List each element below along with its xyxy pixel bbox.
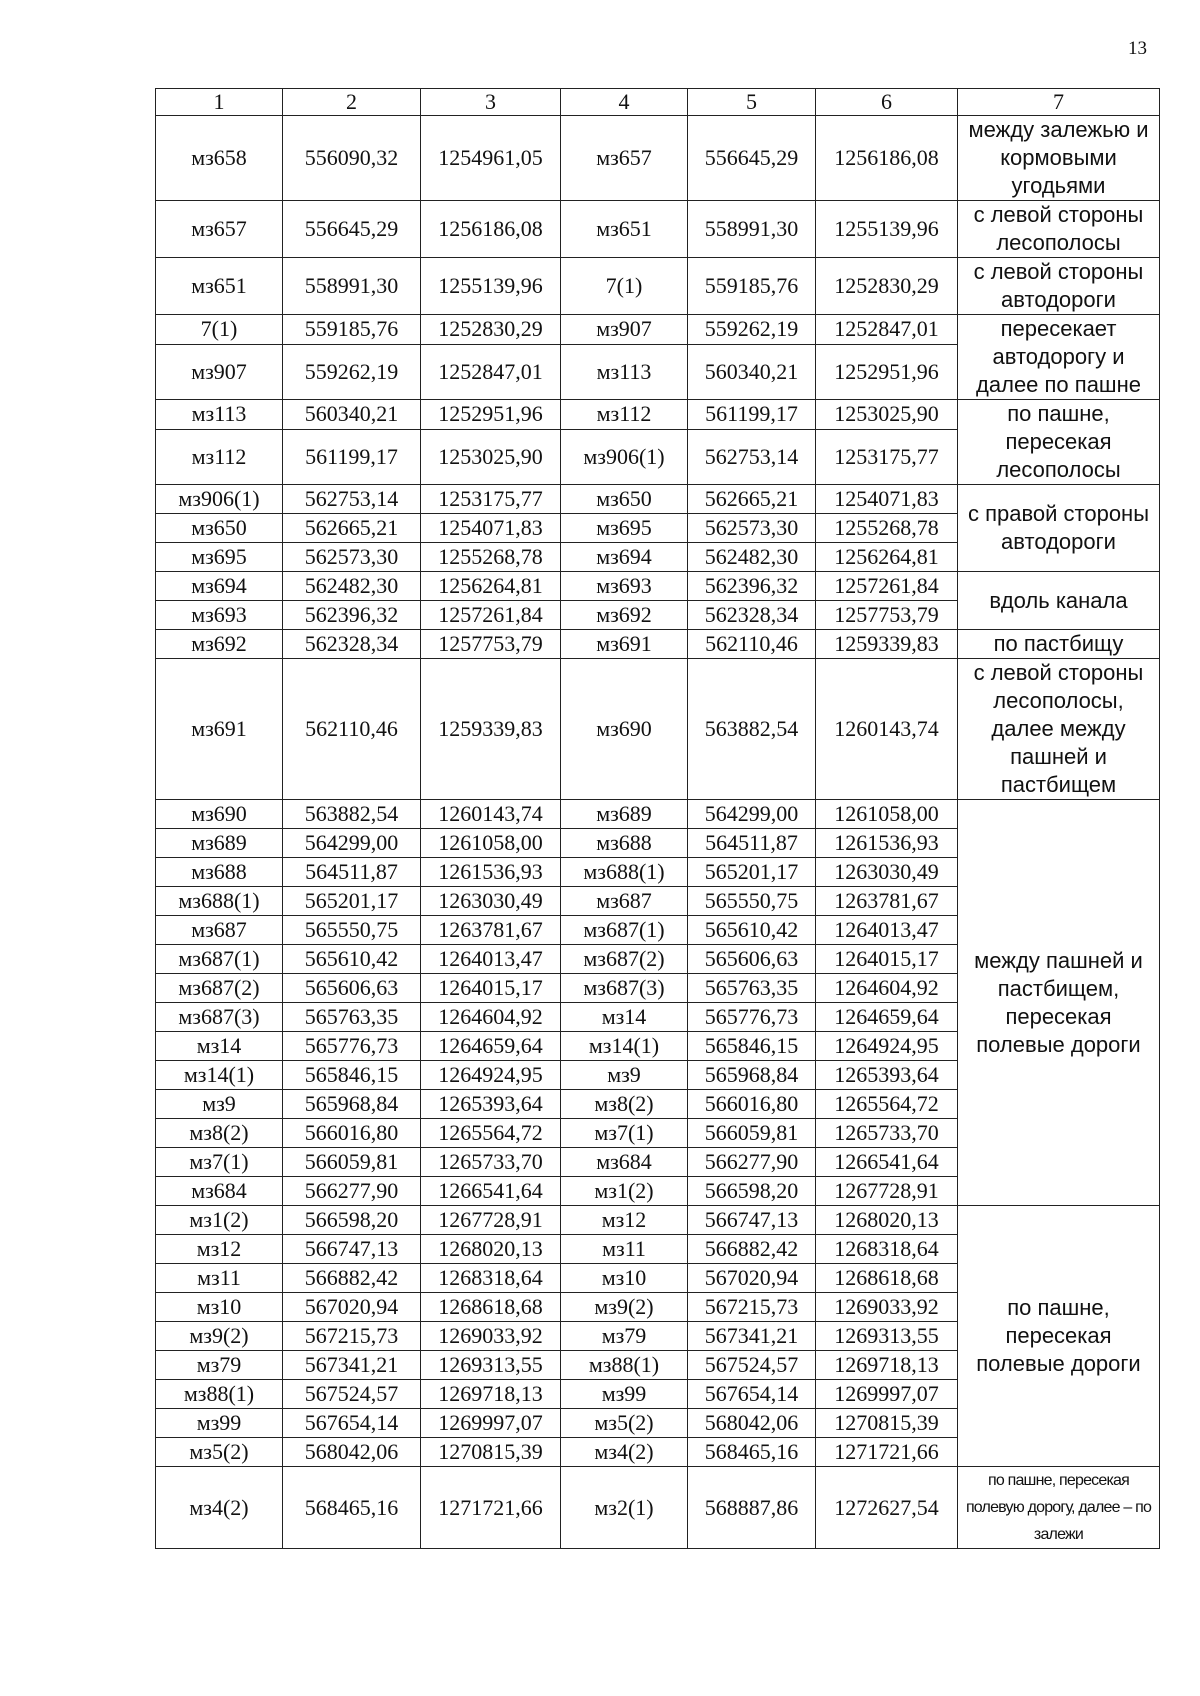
coordinate-cell: 1252847,01 bbox=[816, 315, 958, 345]
coordinate-cell: 559262,19 bbox=[283, 344, 421, 399]
point-id-cell: мз689 bbox=[156, 829, 283, 858]
coordinate-cell: 566059,81 bbox=[688, 1119, 816, 1148]
coordinate-cell: 562110,46 bbox=[283, 659, 421, 800]
coordinate-cell: 1267728,91 bbox=[816, 1177, 958, 1206]
point-id-cell: мз88(1) bbox=[156, 1380, 283, 1409]
point-id-cell: мз651 bbox=[561, 201, 688, 258]
point-id-cell: мз10 bbox=[561, 1264, 688, 1293]
point-id-cell: мз112 bbox=[561, 400, 688, 430]
description-cell: между залежью и кормовыми угодьями bbox=[958, 116, 1160, 201]
point-id-cell: мз690 bbox=[156, 800, 283, 829]
coordinate-cell: 556645,29 bbox=[283, 201, 421, 258]
coordinate-cell: 1256186,08 bbox=[421, 201, 561, 258]
coordinate-cell: 1264015,17 bbox=[816, 945, 958, 974]
description-cell: между пашней и пастбищем, пересекая полевые дороги bbox=[958, 800, 1160, 1206]
point-id-cell: мз113 bbox=[156, 400, 283, 430]
coordinate-cell: 1252830,29 bbox=[816, 258, 958, 315]
point-id-cell: мз99 bbox=[156, 1409, 283, 1438]
point-id-cell: мз687(3) bbox=[561, 974, 688, 1003]
coordinate-cell: 1265564,72 bbox=[421, 1119, 561, 1148]
point-id-cell: мз687(2) bbox=[156, 974, 283, 1003]
coordinate-cell: 568042,06 bbox=[688, 1409, 816, 1438]
point-id-cell: мз690 bbox=[561, 659, 688, 800]
table-row bbox=[156, 572, 1160, 601]
point-id-cell: мз88(1) bbox=[561, 1351, 688, 1380]
coordinate-cell: 1260143,74 bbox=[421, 800, 561, 829]
coordinate-cell: 1269718,13 bbox=[816, 1351, 958, 1380]
coordinate-cell: 1268318,64 bbox=[816, 1235, 958, 1264]
point-id-cell: мз12 bbox=[156, 1235, 283, 1264]
coordinate-cell: 567524,57 bbox=[283, 1380, 421, 1409]
table-row bbox=[156, 201, 1160, 258]
point-id-cell: мз79 bbox=[156, 1351, 283, 1380]
table-row bbox=[156, 485, 1160, 514]
point-id-cell: мз7(1) bbox=[561, 1119, 688, 1148]
coordinate-cell: 1263781,67 bbox=[816, 887, 958, 916]
coordinate-cell: 567215,73 bbox=[688, 1293, 816, 1322]
coordinate-cell: 1265564,72 bbox=[816, 1090, 958, 1119]
point-id-cell: мз650 bbox=[561, 485, 688, 514]
point-id-cell: мз657 bbox=[156, 201, 283, 258]
point-id-cell: мз687(1) bbox=[561, 916, 688, 945]
coordinate-cell: 565606,63 bbox=[688, 945, 816, 974]
point-id-cell: мз112 bbox=[156, 429, 283, 484]
column-header: 3 bbox=[421, 89, 561, 116]
point-id-cell: мз11 bbox=[561, 1235, 688, 1264]
coordinate-cell: 568042,06 bbox=[283, 1438, 421, 1467]
point-id-cell: мз14 bbox=[156, 1032, 283, 1061]
coordinate-cell: 565776,73 bbox=[283, 1032, 421, 1061]
coordinate-cell: 564299,00 bbox=[688, 800, 816, 829]
coordinate-cell: 1256264,81 bbox=[816, 543, 958, 572]
coordinate-cell: 568465,16 bbox=[688, 1438, 816, 1467]
point-id-cell: мз688(1) bbox=[561, 858, 688, 887]
coordinate-cell: 1265393,64 bbox=[816, 1061, 958, 1090]
coordinate-cell: 561199,17 bbox=[283, 429, 421, 484]
point-id-cell: мз687(1) bbox=[156, 945, 283, 974]
coordinate-cell: 1269313,55 bbox=[421, 1351, 561, 1380]
coordinate-cell: 1257753,79 bbox=[421, 630, 561, 659]
coordinate-cell: 566882,42 bbox=[688, 1235, 816, 1264]
description-cell: пересекает автодорогу и далее по пашне bbox=[958, 315, 1160, 400]
table-row bbox=[156, 400, 1160, 430]
coordinate-cell: 565201,17 bbox=[283, 887, 421, 916]
coordinate-cell: 562328,34 bbox=[688, 601, 816, 630]
coordinate-cell: 556090,32 bbox=[283, 116, 421, 201]
coordinate-cell: 567524,57 bbox=[688, 1351, 816, 1380]
coordinate-cell: 558991,30 bbox=[283, 258, 421, 315]
table-row bbox=[156, 1206, 1160, 1235]
point-id-cell: мз10 bbox=[156, 1293, 283, 1322]
description-cell: с левой стороны лесополосы, далее между пашней и пастбищем bbox=[958, 659, 1160, 800]
coordinate-cell: 562396,32 bbox=[688, 572, 816, 601]
description-cell: с левой стороны лесополосы bbox=[958, 201, 1160, 258]
coordinate-cell: 1253175,77 bbox=[816, 429, 958, 484]
coordinate-cell: 1261536,93 bbox=[421, 858, 561, 887]
point-id-cell: 7(1) bbox=[561, 258, 688, 315]
coordinate-cell: 559185,76 bbox=[283, 315, 421, 345]
point-id-cell: мз689 bbox=[561, 800, 688, 829]
point-id-cell: мз694 bbox=[561, 543, 688, 572]
coordinate-cell: 1257261,84 bbox=[816, 572, 958, 601]
coordinate-cell: 1252951,96 bbox=[816, 344, 958, 399]
table-row bbox=[156, 116, 1160, 201]
coordinate-cell: 1261058,00 bbox=[421, 829, 561, 858]
coordinate-cell: 1256264,81 bbox=[421, 572, 561, 601]
point-id-cell: мз687(3) bbox=[156, 1003, 283, 1032]
coordinate-cell: 560340,21 bbox=[283, 400, 421, 430]
coordinate-cell: 562753,14 bbox=[283, 485, 421, 514]
coordinate-cell: 1269033,92 bbox=[816, 1293, 958, 1322]
point-id-cell: мз907 bbox=[561, 315, 688, 345]
coordinate-cell: 562665,21 bbox=[688, 485, 816, 514]
coordinate-cell: 566598,20 bbox=[283, 1206, 421, 1235]
coordinate-cell: 1263030,49 bbox=[421, 887, 561, 916]
point-id-cell: мз2(1) bbox=[561, 1467, 688, 1549]
coordinate-cell: 563882,54 bbox=[283, 800, 421, 829]
point-id-cell: мз14 bbox=[561, 1003, 688, 1032]
coordinate-cell: 566747,13 bbox=[688, 1206, 816, 1235]
table-row bbox=[156, 800, 1160, 829]
point-id-cell: мз688(1) bbox=[156, 887, 283, 916]
table-row bbox=[156, 1467, 1160, 1549]
coordinate-cell: 560340,21 bbox=[688, 344, 816, 399]
point-id-cell: мз907 bbox=[156, 344, 283, 399]
point-id-cell: мз79 bbox=[561, 1322, 688, 1351]
coordinate-cell: 1252830,29 bbox=[421, 315, 561, 345]
coordinate-cell: 565550,75 bbox=[688, 887, 816, 916]
table-row bbox=[156, 630, 1160, 659]
description-cell: по пашне, пересекая лесополосы bbox=[958, 400, 1160, 485]
point-id-cell: мз9(2) bbox=[156, 1322, 283, 1351]
coordinate-cell: 566277,90 bbox=[283, 1177, 421, 1206]
coordinate-cell: 1255139,96 bbox=[816, 201, 958, 258]
coordinate-cell: 564511,87 bbox=[283, 858, 421, 887]
coordinate-cell: 562482,30 bbox=[283, 572, 421, 601]
coordinate-cell: 1264013,47 bbox=[816, 916, 958, 945]
coordinate-cell: 1253175,77 bbox=[421, 485, 561, 514]
point-id-cell: мз1(2) bbox=[561, 1177, 688, 1206]
coordinate-cell: 565968,84 bbox=[283, 1090, 421, 1119]
coordinate-cell: 1264924,95 bbox=[816, 1032, 958, 1061]
header-row bbox=[156, 89, 1160, 116]
coordinate-cell: 1256186,08 bbox=[816, 116, 958, 201]
coordinate-cell: 562573,30 bbox=[688, 514, 816, 543]
point-id-cell: мз11 bbox=[156, 1264, 283, 1293]
point-id-cell: мз688 bbox=[561, 829, 688, 858]
coordinate-cell: 1272627,54 bbox=[816, 1467, 958, 1549]
coordinate-cell: 1252847,01 bbox=[421, 344, 561, 399]
coordinate-cell: 1264924,95 bbox=[421, 1061, 561, 1090]
coordinate-cell: 565550,75 bbox=[283, 916, 421, 945]
point-id-cell: мз4(2) bbox=[156, 1467, 283, 1549]
coordinate-cell: 1261536,93 bbox=[816, 829, 958, 858]
coordinate-cell: 565763,35 bbox=[688, 974, 816, 1003]
point-id-cell: мз7(1) bbox=[156, 1148, 283, 1177]
table-body bbox=[156, 116, 1160, 1549]
coordinate-cell: 565846,15 bbox=[688, 1032, 816, 1061]
column-header: 6 bbox=[816, 89, 958, 116]
point-id-cell: мз687 bbox=[561, 887, 688, 916]
coordinate-cell: 1255268,78 bbox=[816, 514, 958, 543]
coordinates-table bbox=[155, 88, 1160, 1549]
coordinate-cell: 1254071,83 bbox=[421, 514, 561, 543]
coordinate-cell: 1266541,64 bbox=[816, 1148, 958, 1177]
coordinate-cell: 1268020,13 bbox=[421, 1235, 561, 1264]
coordinate-cell: 567215,73 bbox=[283, 1322, 421, 1351]
coordinate-cell: 1270815,39 bbox=[816, 1409, 958, 1438]
coordinate-cell: 556645,29 bbox=[688, 116, 816, 201]
coordinate-cell: 1259339,83 bbox=[421, 659, 561, 800]
point-id-cell: 7(1) bbox=[156, 315, 283, 345]
coordinate-cell: 563882,54 bbox=[688, 659, 816, 800]
point-id-cell: мз9(2) bbox=[561, 1293, 688, 1322]
coordinate-cell: 567341,21 bbox=[688, 1322, 816, 1351]
coordinate-cell: 567020,94 bbox=[283, 1293, 421, 1322]
coordinate-cell: 566016,80 bbox=[688, 1090, 816, 1119]
point-id-cell: мз9 bbox=[156, 1090, 283, 1119]
description-cell: с левой стороны автодороги bbox=[958, 258, 1160, 315]
coordinate-cell: 1271721,66 bbox=[816, 1438, 958, 1467]
description-cell: по пашне, пересекая полевую дорогу, далее – по залежи bbox=[958, 1467, 1160, 1549]
coordinate-cell: 1259339,83 bbox=[816, 630, 958, 659]
coordinate-cell: 567341,21 bbox=[283, 1351, 421, 1380]
coordinate-cell: 1260143,74 bbox=[816, 659, 958, 800]
point-id-cell: мз693 bbox=[561, 572, 688, 601]
description-cell: по пастбищу bbox=[958, 630, 1160, 659]
coordinate-cell: 565201,17 bbox=[688, 858, 816, 887]
table-row bbox=[156, 659, 1160, 800]
description-cell: по пашне, пересекая полевые дороги bbox=[958, 1206, 1160, 1467]
point-id-cell: мз688 bbox=[156, 858, 283, 887]
column-header: 1 bbox=[156, 89, 283, 116]
coordinate-cell: 1271721,66 bbox=[421, 1467, 561, 1549]
coordinate-cell: 1257753,79 bbox=[816, 601, 958, 630]
coordinate-cell: 1252951,96 bbox=[421, 400, 561, 430]
point-id-cell: мз695 bbox=[156, 543, 283, 572]
coordinate-cell: 566277,90 bbox=[688, 1148, 816, 1177]
coordinate-cell: 1268618,68 bbox=[816, 1264, 958, 1293]
coordinate-cell: 1269997,07 bbox=[421, 1409, 561, 1438]
point-id-cell: мз658 bbox=[156, 116, 283, 201]
coordinate-cell: 564511,87 bbox=[688, 829, 816, 858]
table-row bbox=[156, 258, 1160, 315]
coordinate-cell: 1254071,83 bbox=[816, 485, 958, 514]
table-row bbox=[156, 315, 1160, 345]
point-id-cell: мз906(1) bbox=[156, 485, 283, 514]
point-id-cell: мз12 bbox=[561, 1206, 688, 1235]
coordinate-cell: 568465,16 bbox=[283, 1467, 421, 1549]
point-id-cell: мз9 bbox=[561, 1061, 688, 1090]
coordinate-cell: 1257261,84 bbox=[421, 601, 561, 630]
coordinate-cell: 1264013,47 bbox=[421, 945, 561, 974]
point-id-cell: мз687 bbox=[156, 916, 283, 945]
coordinate-cell: 562110,46 bbox=[688, 630, 816, 659]
coordinate-cell: 1263030,49 bbox=[816, 858, 958, 887]
coordinate-cell: 1253025,90 bbox=[421, 429, 561, 484]
coordinate-cell: 1253025,90 bbox=[816, 400, 958, 430]
point-id-cell: мз692 bbox=[561, 601, 688, 630]
coordinate-cell: 1264659,64 bbox=[421, 1032, 561, 1061]
coordinate-cell: 1264015,17 bbox=[421, 974, 561, 1003]
coordinate-cell: 566882,42 bbox=[283, 1264, 421, 1293]
coordinate-cell: 1263781,67 bbox=[421, 916, 561, 945]
coordinate-cell: 562573,30 bbox=[283, 543, 421, 572]
coordinate-cell: 1264604,92 bbox=[421, 1003, 561, 1032]
page-number: 13 bbox=[1128, 38, 1147, 59]
point-id-cell: мз650 bbox=[156, 514, 283, 543]
coordinate-cell: 565610,42 bbox=[688, 916, 816, 945]
coordinate-cell: 562753,14 bbox=[688, 429, 816, 484]
coordinate-cell: 1267728,91 bbox=[421, 1206, 561, 1235]
coordinate-cell: 567654,14 bbox=[688, 1380, 816, 1409]
coordinate-cell: 567654,14 bbox=[283, 1409, 421, 1438]
coordinate-cell: 566747,13 bbox=[283, 1235, 421, 1264]
coordinate-cell: 566598,20 bbox=[688, 1177, 816, 1206]
point-id-cell: мз687(2) bbox=[561, 945, 688, 974]
coordinate-cell: 564299,00 bbox=[283, 829, 421, 858]
point-id-cell: мз691 bbox=[156, 659, 283, 800]
coordinate-cell: 566059,81 bbox=[283, 1148, 421, 1177]
point-id-cell: мз99 bbox=[561, 1380, 688, 1409]
point-id-cell: мз692 bbox=[156, 630, 283, 659]
point-id-cell: мз906(1) bbox=[561, 429, 688, 484]
coordinate-cell: 562328,34 bbox=[283, 630, 421, 659]
point-id-cell: мз695 bbox=[561, 514, 688, 543]
coordinate-cell: 1268318,64 bbox=[421, 1264, 561, 1293]
coordinate-cell: 565846,15 bbox=[283, 1061, 421, 1090]
point-id-cell: мз693 bbox=[156, 601, 283, 630]
coordinate-cell: 1268618,68 bbox=[421, 1293, 561, 1322]
coordinate-cell: 561199,17 bbox=[688, 400, 816, 430]
coordinate-cell: 1270815,39 bbox=[421, 1438, 561, 1467]
coordinate-cell: 565606,63 bbox=[283, 974, 421, 1003]
point-id-cell: мз1(2) bbox=[156, 1206, 283, 1235]
coordinate-cell: 1265733,70 bbox=[816, 1119, 958, 1148]
point-id-cell: мз14(1) bbox=[156, 1061, 283, 1090]
coordinate-cell: 1264659,64 bbox=[816, 1003, 958, 1032]
coordinate-cell: 565968,84 bbox=[688, 1061, 816, 1090]
point-id-cell: мз5(2) bbox=[156, 1438, 283, 1467]
coordinate-cell: 565610,42 bbox=[283, 945, 421, 974]
coordinate-cell: 1265393,64 bbox=[421, 1090, 561, 1119]
coordinate-cell: 568887,86 bbox=[688, 1467, 816, 1549]
column-header: 2 bbox=[283, 89, 421, 116]
point-id-cell: мз694 bbox=[156, 572, 283, 601]
coordinate-cell: 559185,76 bbox=[688, 258, 816, 315]
point-id-cell: мз651 bbox=[156, 258, 283, 315]
coordinate-cell: 1264604,92 bbox=[816, 974, 958, 1003]
coordinate-cell: 1261058,00 bbox=[816, 800, 958, 829]
point-id-cell: мз691 bbox=[561, 630, 688, 659]
column-header: 7 bbox=[958, 89, 1160, 116]
column-header: 5 bbox=[688, 89, 816, 116]
coordinate-cell: 1269033,92 bbox=[421, 1322, 561, 1351]
point-id-cell: мз8(2) bbox=[561, 1090, 688, 1119]
point-id-cell: мз5(2) bbox=[561, 1409, 688, 1438]
coordinate-cell: 1266541,64 bbox=[421, 1177, 561, 1206]
coordinate-cell: 562482,30 bbox=[688, 543, 816, 572]
coordinate-cell: 565776,73 bbox=[688, 1003, 816, 1032]
coordinate-cell: 565763,35 bbox=[283, 1003, 421, 1032]
coordinate-cell: 567020,94 bbox=[688, 1264, 816, 1293]
coordinate-cell: 1269718,13 bbox=[421, 1380, 561, 1409]
column-header: 4 bbox=[561, 89, 688, 116]
point-id-cell: мз14(1) bbox=[561, 1032, 688, 1061]
description-cell: вдоль канала bbox=[958, 572, 1160, 630]
coordinate-cell: 1268020,13 bbox=[816, 1206, 958, 1235]
coordinate-cell: 559262,19 bbox=[688, 315, 816, 345]
coordinate-cell: 1265733,70 bbox=[421, 1148, 561, 1177]
coordinate-cell: 558991,30 bbox=[688, 201, 816, 258]
coordinate-cell: 1269997,07 bbox=[816, 1380, 958, 1409]
point-id-cell: мз4(2) bbox=[561, 1438, 688, 1467]
coordinate-cell: 1255268,78 bbox=[421, 543, 561, 572]
coordinate-cell: 562396,32 bbox=[283, 601, 421, 630]
coordinate-cell: 1254961,05 bbox=[421, 116, 561, 201]
description-cell: с правой стороны автодороги bbox=[958, 485, 1160, 572]
point-id-cell: мз8(2) bbox=[156, 1119, 283, 1148]
point-id-cell: мз684 bbox=[156, 1177, 283, 1206]
coordinate-cell: 1269313,55 bbox=[816, 1322, 958, 1351]
coordinate-cell: 566016,80 bbox=[283, 1119, 421, 1148]
point-id-cell: мз113 bbox=[561, 344, 688, 399]
point-id-cell: мз684 bbox=[561, 1148, 688, 1177]
coordinate-cell: 562665,21 bbox=[283, 514, 421, 543]
point-id-cell: мз657 bbox=[561, 116, 688, 201]
coordinate-cell: 1255139,96 bbox=[421, 258, 561, 315]
